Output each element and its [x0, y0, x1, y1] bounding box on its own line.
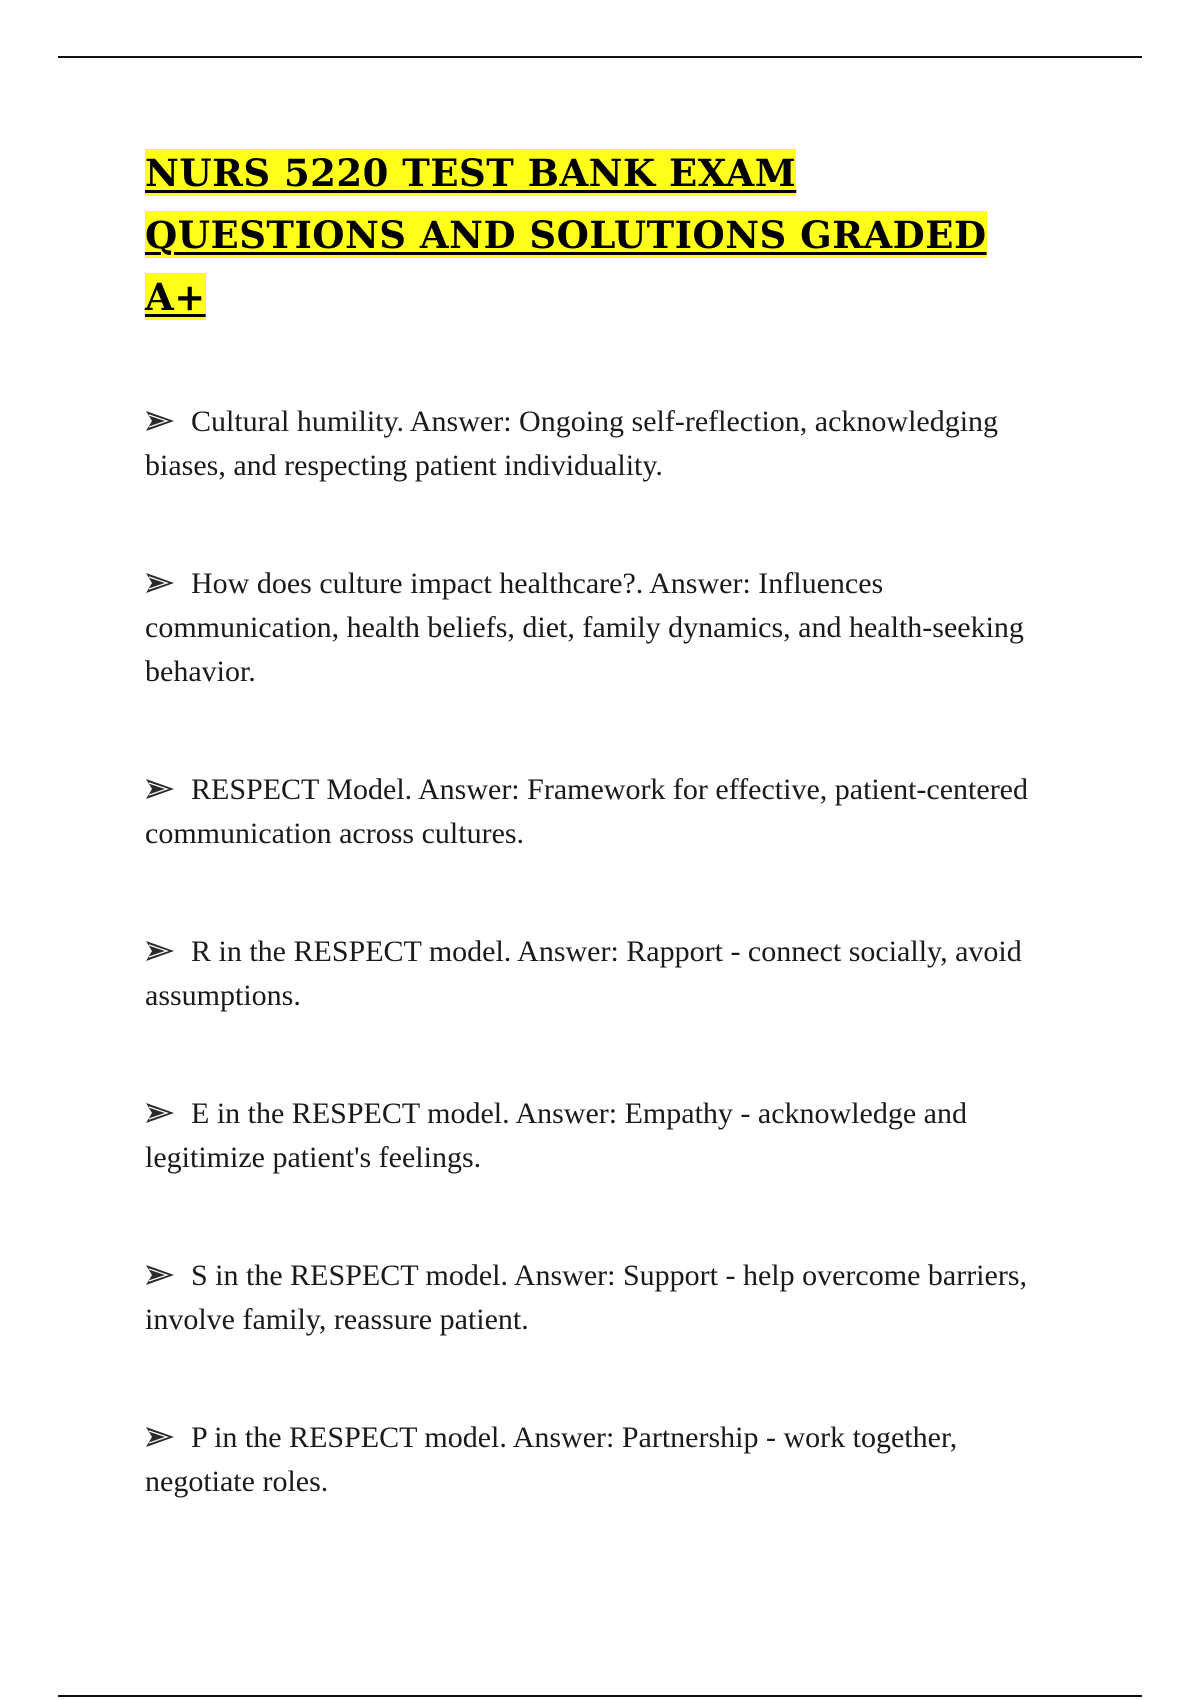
qa-item-text: S in the RESPECT model. Answer: Support - help overcome barriers, involve family, reassure patient.	[145, 1259, 1028, 1336]
arrow-bullet-icon	[145, 940, 175, 962]
qa-item-text: P in the RESPECT model. Answer: Partnership - work together, negotiate roles.	[145, 1421, 958, 1498]
qa-item-1	[145, 400, 1045, 488]
document-title	[145, 142, 1045, 328]
qa-item-text: R in the RESPECT model. Answer: Rapport - connect socially, avoid assumptions.	[145, 935, 1022, 1012]
arrow-bullet-icon	[145, 410, 175, 432]
arrow-bullet-icon	[145, 1264, 175, 1286]
qa-item-6	[145, 1254, 1045, 1342]
qa-item-5	[145, 1092, 1045, 1180]
qa-item-text: Cultural humility. Answer: Ongoing self-reflection, acknowledging biases, and respecting patient individuality.	[145, 405, 999, 482]
bottom-divider	[58, 1695, 1142, 1697]
arrow-bullet-icon	[145, 778, 175, 800]
qa-item-3	[145, 768, 1045, 856]
qa-item-4	[145, 930, 1045, 1018]
title-highlight: NURS 5220 TEST BANK EXAM QUESTIONS AND SOLUTIONS GRADED A+	[145, 151, 987, 319]
qa-item-text: E in the RESPECT model. Answer: Empathy - acknowledge and legitimize patient's feelings.	[145, 1097, 967, 1174]
qa-item-text: RESPECT Model. Answer: Framework for effective, patient-centered communication across cultures.	[145, 773, 1028, 850]
arrow-bullet-icon	[145, 1426, 175, 1448]
qa-item-7	[145, 1416, 1045, 1504]
arrow-bullet-icon	[145, 1102, 175, 1124]
top-divider	[58, 56, 1142, 58]
arrow-bullet-icon	[145, 572, 175, 594]
qa-item-text: How does culture impact healthcare?. Answer: Influences communication, health beliefs, diet, family dynamics, and health-seeking behavior.	[145, 567, 1024, 688]
qa-item-2	[145, 562, 1045, 694]
